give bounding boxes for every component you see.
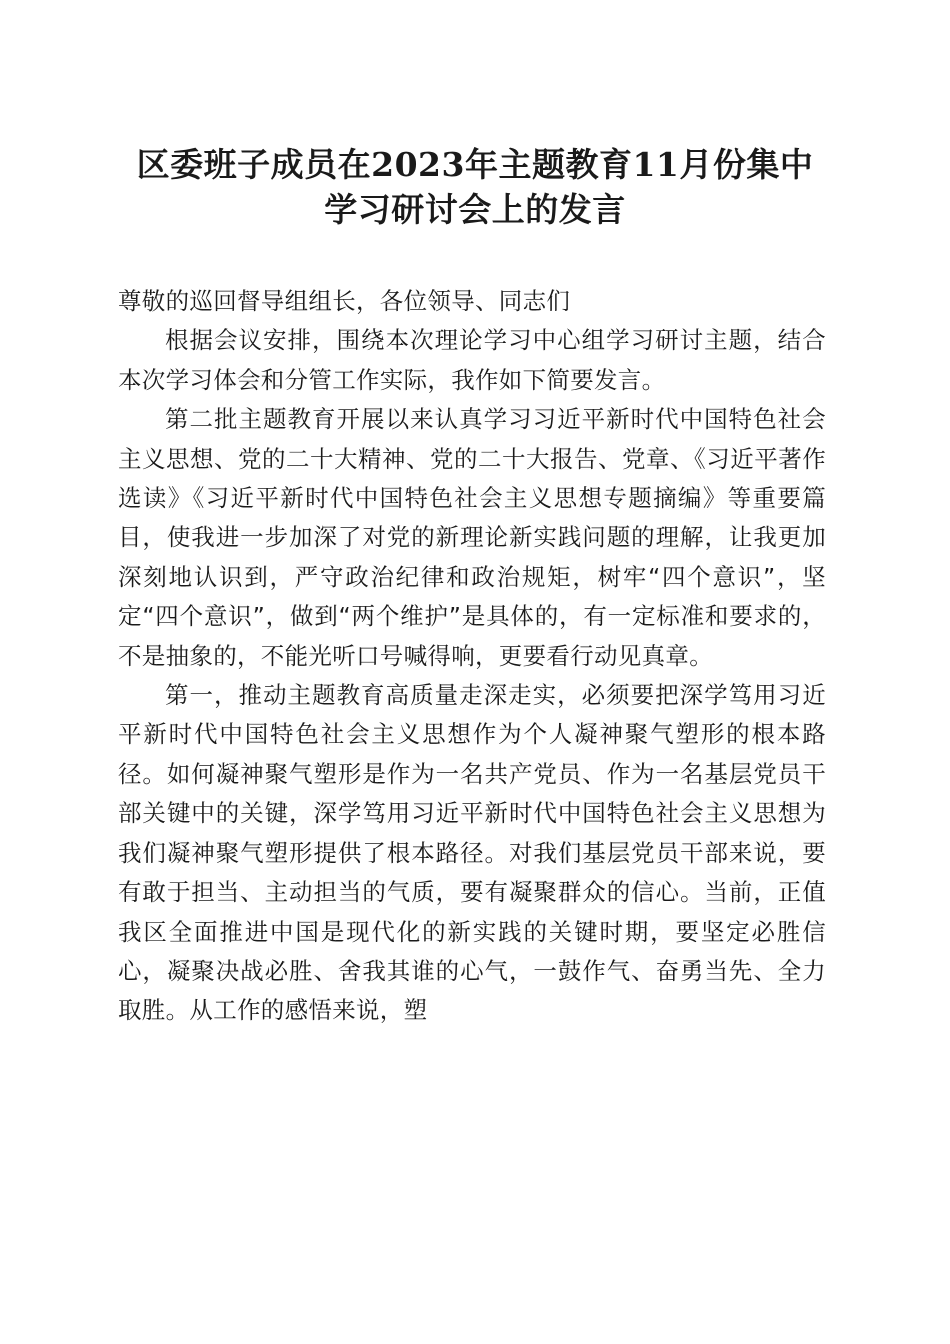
document-title-line-2: 学习研讨会上的发言 xyxy=(324,190,626,229)
paragraph-intro: 根据会议安排，围绕本次理论学习中心组学习研讨主题，结合本次学习体会和分管工作实际，我作如下简要发言。 xyxy=(118,326,826,394)
paragraph-first-point: 第一，推动主题教育高质量走深走实，必须要把深学笃用习近平新时代中国特色社会主义思想作为个人凝神聚气塑形的根本路径。如何凝神聚气塑形是作为一名共产党员、作为一名基层党员干部关键中的关键，深学笃用习近平新时代中国特色社会主义思想为我们凝神聚气塑形提供了根本路径。对我们基层党员干部来说，要有敢于担当、主动担当的气质，要有凝聚群众的信心。当前，正值我区全面推进中国是现代化的新实践的关键时期，要坚定必胜信心，凝聚决战必胜、舍我其谁的心气，一鼓作气、奋勇当先、全力取胜。从工作的感悟来说，塑 xyxy=(118,681,826,1025)
salutation: 尊敬的巡回督导组组长，各位领导、同志们 xyxy=(118,287,571,315)
document-title-line-1: 区委班子成员在2023年主题教育11月份集中 xyxy=(136,145,814,184)
paragraph-study-summary: 第二批主题教育开展以来认真学习习近平新时代中国特色社会主义思想、党的二十大精神、党的二十大报告、党章、《习近平著作选读》《习近平新时代中国特色社会主义思想专题摘编》等重要篇目，使我进一步加深了对党的新理论新实践问题的理解，让我更加深刻地认识到，严守政治纪律和政治规矩，树牢“四个意识”，坚定“四个意识”，做到“两个维护”是具体的，有一定标准和要求的，不是抽象的，不能光听口号喊得响，更要看行动见真章。 xyxy=(118,405,826,670)
document-body xyxy=(118,282,826,1031)
